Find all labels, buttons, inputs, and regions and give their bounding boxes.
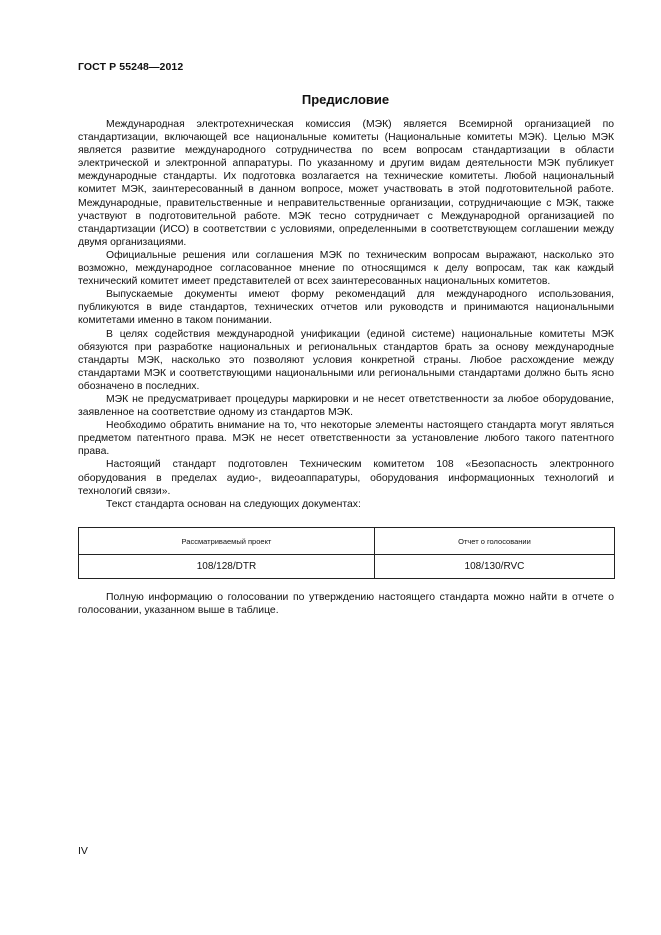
paragraph: МЭК не предусматривает процедуры маркировки и не несет ответственности за любое оборудование, заявленное на соответствие одному из стандартов МЭК. (78, 393, 614, 419)
page-number: IV (78, 845, 88, 857)
table-cell-vote-report: 108/130/RVC (374, 555, 614, 579)
table-row (79, 555, 615, 579)
paragraph: Выпускаемые документы имеют форму рекомендаций для международного использования, публикуются в виде стандартов, технических отчетов или руководств и принимаются национальными комитетами именно в таком понимании. (78, 289, 614, 327)
foreword-body (78, 118, 614, 511)
paragraph: Необходимо обратить внимание на то, что некоторые элементы настоящего стандарта могут являться предметом патентного права. МЭК не несет ответственности за установление любого такого патентного права. (78, 420, 614, 458)
paragraph: Международная электротехническая комиссия (МЭК) является Всемирной организацией по стандартизации, включающей все национальные комитеты (Национальные комитеты МЭК). Целью МЭК является развитие международного сотрудничества по всем вопросам стандартизации в области электрической и электронной аппаратуры. По указанному и другим видам деятельности МЭК публикует международные стандарты. Их подготовка возлагается на технические комитеты. Любой национальный комитет МЭК, заинтересованный в данном вопросе, может участвовать в этой подготовительной работе. Международные, правительственные и неправительственные организации, сотрудничающие с МЭК, также участвуют в подготовительной работе. МЭК тесно сотрудничает с Международной организацией по стандартизации (ИСО) в соответствии с условиями, определенными в соответствующем соглашении между двумя организациями. (78, 119, 614, 248)
closing-paragraph: Полную информацию о голосовании по утверждению настоящего стандарта можно найти в отчете о голосовании, указанном выше в таблице. (78, 592, 614, 617)
table-header-row (79, 528, 615, 555)
paragraph: В целях содействия международной унификации (единой системе) национальные комитеты МЭК обязуются при разработке национальных и региональных стандартов брать за основу международные стандарты МЭК, насколько это позволяют условия конкретной страны. Любое расхождение между стандартами МЭК и соответствующими национальными или региональными стандартами должно быть ясно обозначено в последних. (78, 328, 614, 392)
column-header-draft: Рассматриваемый проект (79, 528, 375, 555)
paragraph: Текст стандарта основан на следующих документах: (106, 498, 361, 510)
table-cell-draft: 108/128/DTR (79, 555, 375, 579)
paragraph: Настоящий стандарт подготовлен Техническим комитетом 108 «Безопасность электронного оборудования в пределах аудио-, видеоаппаратуры, оборудования информационных технологий и технологий связи». (78, 459, 614, 497)
page-title: Предисловие (301, 92, 390, 107)
closing-section (78, 591, 614, 617)
standard-code: ГОСТ Р 55248—2012 (78, 61, 184, 73)
paragraph: Официальные решения или соглашения МЭК по техническим вопросам выражают, насколько это возможно, международное согласованное мнение по относящимся к делу вопросам, так как каждый технический комитет имеет представителей от всех заинтересованных национальных комитетов. (78, 249, 614, 288)
column-header-vote-report: Отчет о голосовании (374, 528, 614, 555)
voting-table (78, 527, 615, 579)
